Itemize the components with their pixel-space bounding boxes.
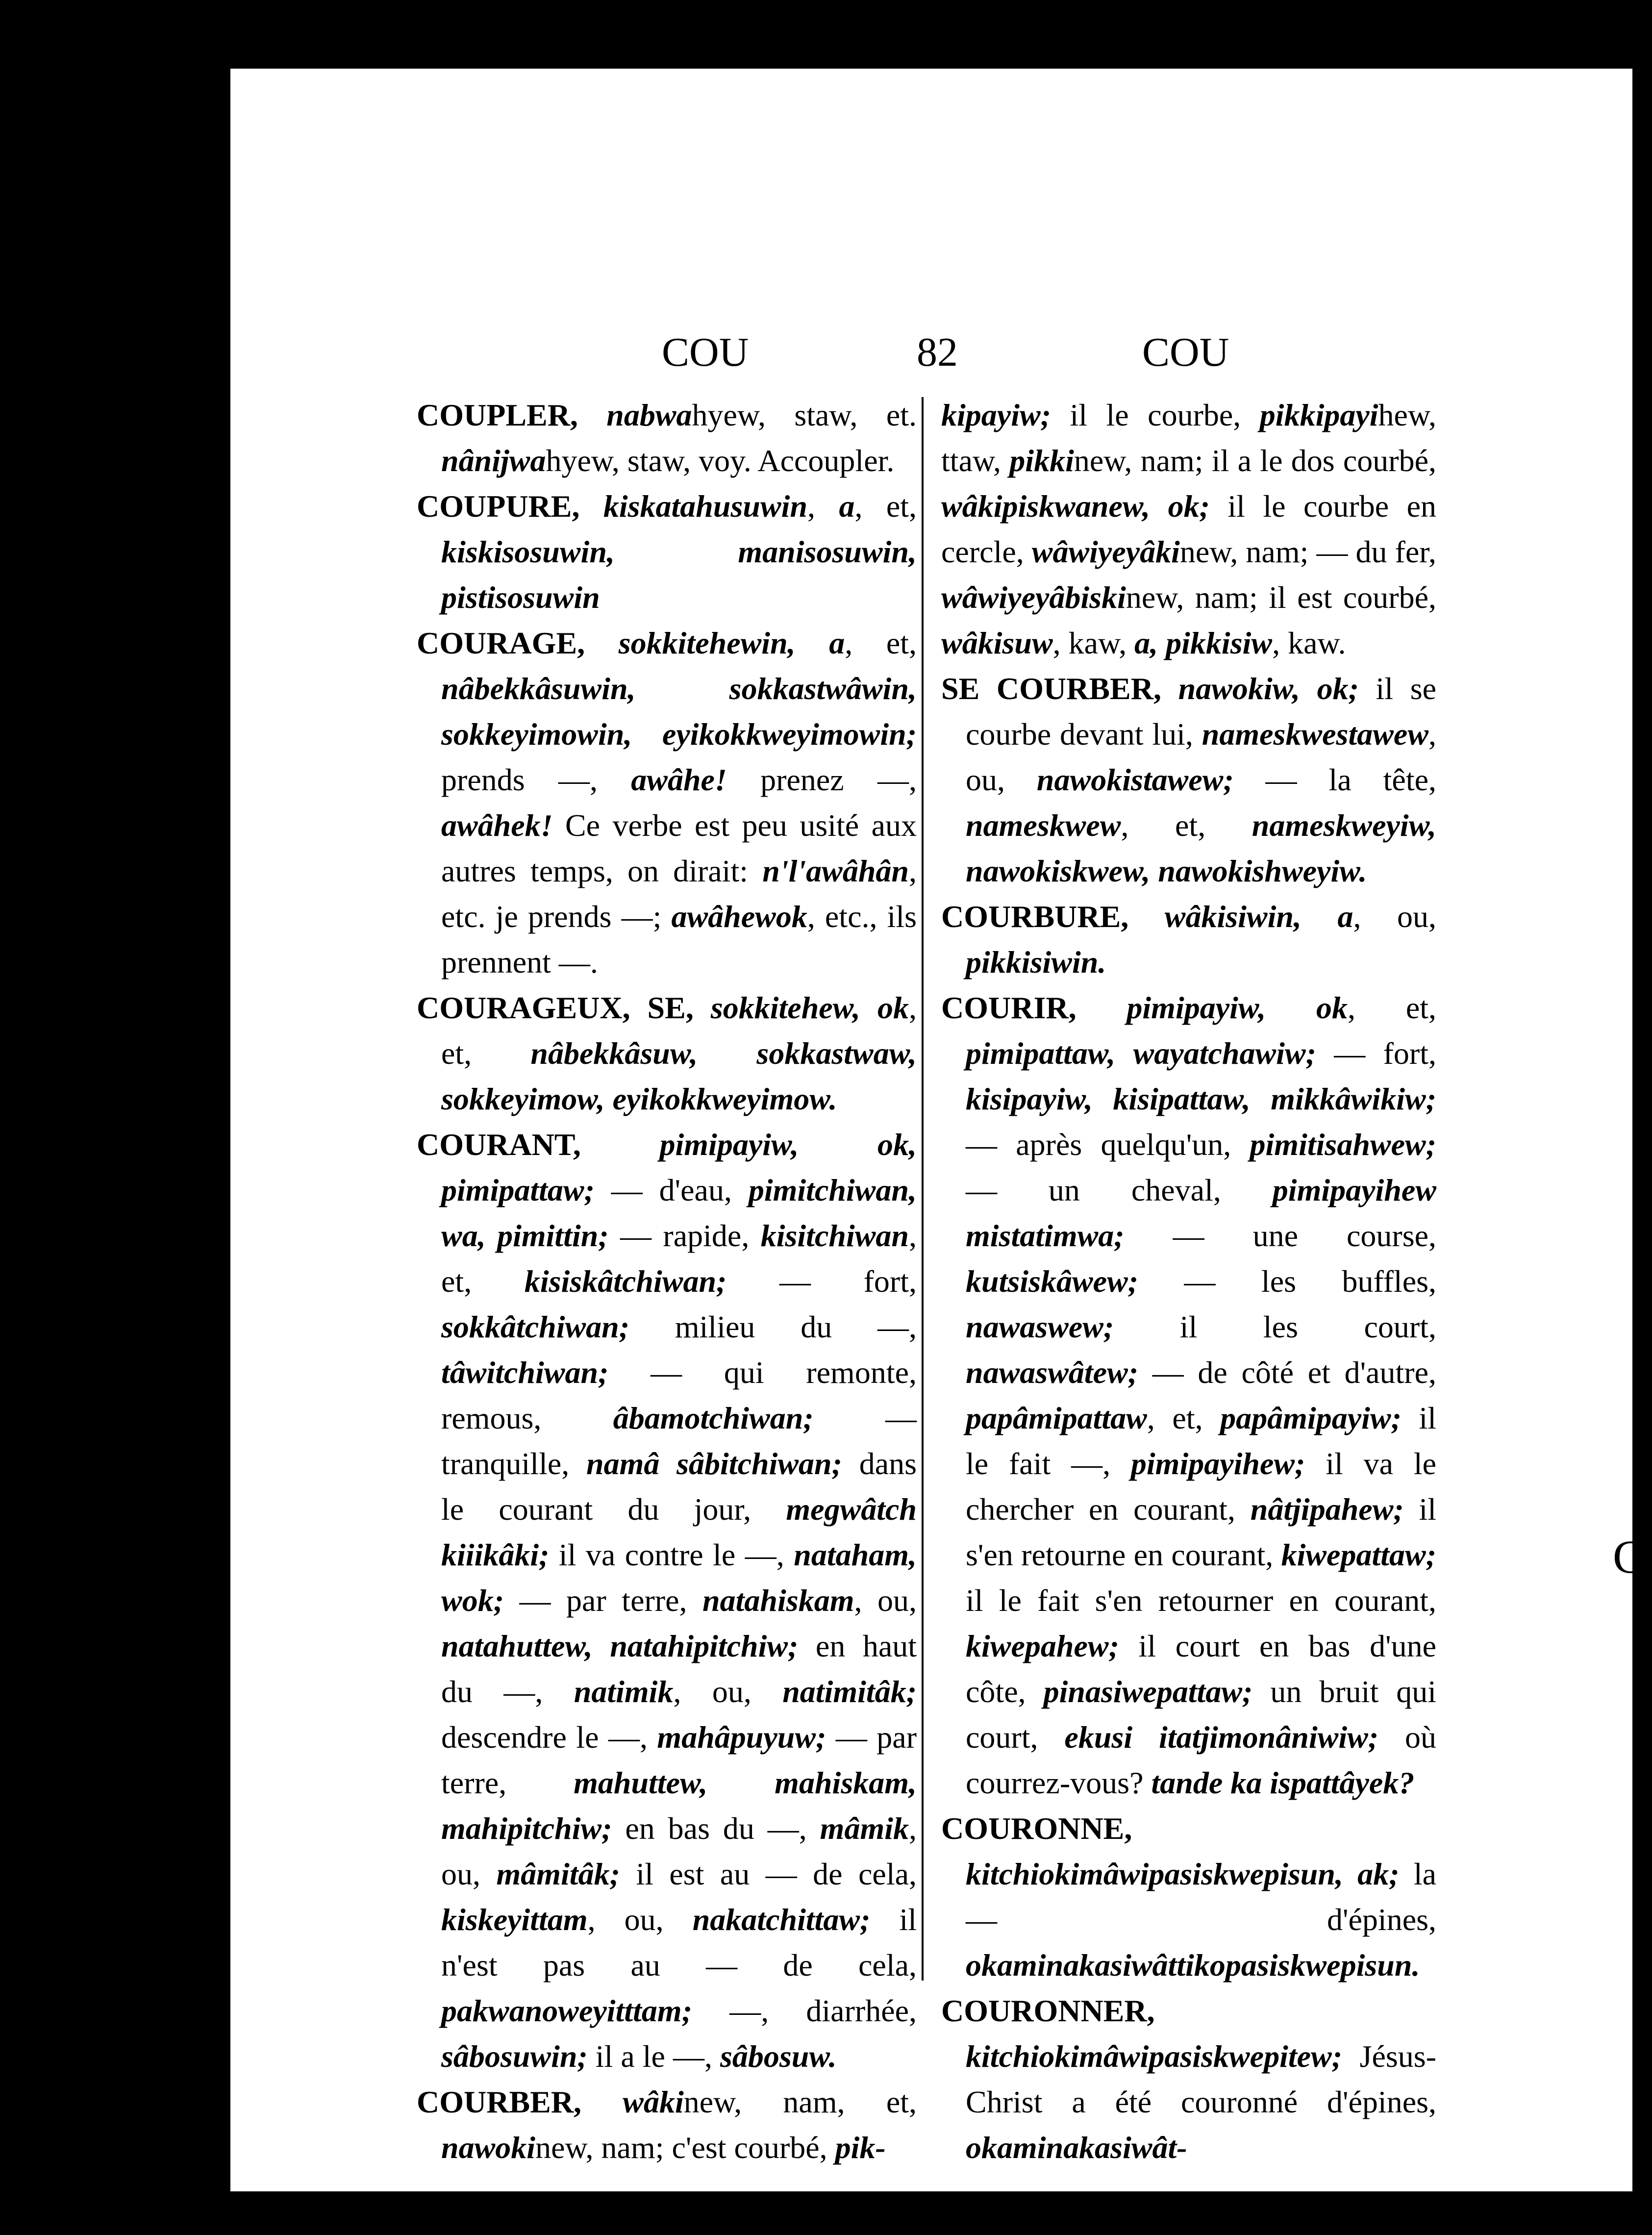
french-text: il court en bas d'une côte, — [966, 1629, 1436, 1709]
french-text: hyew, staw, et. — [692, 398, 917, 432]
cree-term: nawokiw, ok; — [1178, 671, 1359, 706]
cree-term: nakatchittaw; — [692, 1902, 871, 1937]
right-column — [941, 392, 1436, 2170]
french-text: — une course, — [1124, 1218, 1436, 1253]
french-text: , et, — [1147, 1401, 1221, 1435]
cree-term: wâkipiskwanew, ok; — [941, 489, 1210, 524]
french-text: il se courbe devant lui, — [966, 671, 1436, 752]
headword: COURBURE, — [941, 899, 1165, 934]
cree-term: wâki — [623, 2084, 684, 2119]
french-text: new, nam; il est courbé, — [1126, 580, 1436, 615]
cree-term: pimipattaw, wayatchawiw; — [966, 1036, 1316, 1071]
cree-term: kutsiskâwew; — [966, 1264, 1139, 1299]
french-text: un bruit qui court, — [966, 1674, 1437, 1755]
left-column — [417, 392, 917, 2170]
cree-term: kisipayiw, kisipattaw, mikkâwikiw; — [966, 1081, 1436, 1116]
cree-term: sokkâtchiwan; — [441, 1309, 630, 1344]
dictionary-entry — [417, 1122, 917, 2079]
cree-term: tâwitchiwan; — [441, 1355, 609, 1390]
french-text: — les buffles, — [1138, 1264, 1436, 1299]
cree-term: nawaswew; — [966, 1309, 1114, 1344]
cree-term: okaminakasiwâttikopasiskwepisun. — [966, 1948, 1420, 1983]
french-text: dans le courant du jour, — [441, 1446, 917, 1527]
cree-term: wâwiyeyâbiski — [941, 580, 1126, 615]
cree-term: nawaswâtew; — [966, 1355, 1139, 1390]
dictionary-entry — [941, 1806, 1436, 1988]
french-text: , kaw. — [1272, 626, 1346, 660]
cree-term: kipayiw; — [941, 398, 1051, 432]
french-text: — fort, — [726, 1264, 917, 1299]
french-text: , ou, — [441, 1811, 917, 1891]
cree-term: nameskwew — [966, 808, 1121, 843]
french-text: , ou, — [673, 1674, 783, 1709]
cree-term: mâmik — [820, 1811, 909, 1846]
cree-term: pik- — [835, 2130, 886, 2165]
headword: COURONNER, — [941, 1993, 1155, 2028]
cree-term: natimik — [574, 1674, 674, 1709]
french-text: , ou, — [587, 1902, 693, 1937]
left-scan-margin — [0, 0, 230, 2235]
cree-term: pikkisiwin. — [966, 945, 1106, 979]
cree-term: kiwepattaw; — [1281, 1537, 1436, 1572]
cree-term: nâtjipahew; — [1250, 1492, 1404, 1527]
dictionary-entry — [941, 392, 1436, 666]
cree-term: awâhek! — [441, 808, 553, 843]
french-text: il n'est pas au — de cela, — [441, 1902, 917, 1983]
cree-term: pikki — [1009, 443, 1074, 478]
french-text: , ou, — [854, 1583, 917, 1618]
cree-term: natahuttew, natahipitchiw; — [441, 1629, 799, 1663]
cree-term: a, pikkisiw — [1134, 626, 1273, 660]
french-text: — par terre, — [441, 1720, 917, 1800]
cree-term: namâ sâbitchiwan; — [586, 1446, 842, 1481]
header-right-guide: COU — [1142, 329, 1229, 375]
dictionary-entry — [417, 985, 917, 1122]
french-text: il s'en retourne en courant, — [966, 1492, 1436, 1572]
cree-term: megwâtch kiiikâki; — [441, 1492, 917, 1572]
french-text: — de côté et d'autre, — [1138, 1355, 1436, 1390]
french-text: en bas du —, — [612, 1811, 820, 1846]
dictionary-page — [230, 69, 1632, 2191]
cree-term: nâbekkâsuw, sokkastwaw, sokkeyimow, eyikokkweyimow. — [441, 1036, 917, 1116]
french-text: milieu du —, — [629, 1309, 917, 1344]
french-text: , et, — [845, 626, 917, 660]
edge-character: C — [1613, 1531, 1645, 1583]
french-text: , etc. je prends —; — [441, 854, 917, 934]
cree-term: nameskwestawew — [1201, 717, 1428, 752]
french-text: il le fait —, — [966, 1401, 1436, 1481]
cree-term: n'l'awâhân — [762, 854, 909, 888]
french-text: hew, ttaw, — [941, 398, 1436, 478]
french-text: prends —, — [441, 762, 631, 797]
right-scan-margin — [1632, 0, 1652, 2235]
headword: COURAGEUX, SE, — [417, 990, 711, 1025]
cree-term: pimipayiw, ok, pimipattaw; — [441, 1127, 917, 1207]
french-text: — fort, — [1316, 1036, 1436, 1071]
cree-term: kiskisosuwin, manisosuwin, pistisosuwin — [441, 534, 917, 615]
french-text: descendre le —, — [441, 1720, 657, 1755]
cree-term: pimipayihew mistatimwa; — [966, 1173, 1436, 1253]
french-text: new, nam, et, — [683, 2084, 917, 2119]
headword: COUPURE, — [417, 489, 603, 524]
cree-term: pakwanoweyitttam; — [441, 1993, 692, 2028]
french-text: , — [807, 489, 839, 524]
cree-term: kisitchiwan — [760, 1218, 909, 1253]
french-text: il a le —, — [587, 2039, 720, 2074]
running-header — [230, 314, 1632, 373]
cree-term: kiwepahew; — [966, 1629, 1119, 1663]
dictionary-entry — [417, 483, 917, 620]
french-text: , et, — [1348, 990, 1437, 1025]
french-text: il les court, — [1114, 1309, 1436, 1344]
french-text: — la tête, — [1233, 762, 1437, 797]
french-text: — tranquille, — [441, 1401, 917, 1481]
cree-term: âbamotchiwan; — [613, 1401, 814, 1435]
dictionary-entry — [941, 894, 1436, 985]
french-text: —, diarrhée, — [692, 1993, 917, 2028]
cree-term: wâwiyeyâki — [1031, 534, 1180, 569]
cree-term: okaminakasiwât- — [966, 2130, 1187, 2165]
page-number: 82 — [917, 329, 958, 375]
cree-term: kiskeyittam — [441, 1902, 588, 1937]
french-text: , et, — [854, 489, 917, 524]
french-text: prenez —, — [726, 762, 917, 797]
cree-term: papâmipattaw — [966, 1401, 1147, 1435]
french-text: Jésus-Christ a été couronné d'épines, — [966, 2039, 1436, 2119]
headword: SE COURBER, — [941, 671, 1178, 706]
dictionary-entry — [417, 620, 917, 985]
french-text: , kaw, — [1052, 626, 1135, 660]
dictionary-entry — [941, 985, 1436, 1806]
headword: COURANT, — [417, 1127, 660, 1162]
french-text: hyew, staw, voy. Accoupler. — [546, 443, 895, 478]
french-text: new, nam; c'est courbé, — [535, 2130, 835, 2165]
cree-term: pinasiwepattaw; — [1043, 1674, 1253, 1709]
cree-term: mâmitâk; — [496, 1857, 620, 1891]
dictionary-entry — [941, 1988, 1436, 2170]
cree-term: kitchiokimâwipasiskwepisun, ak; — [966, 1857, 1400, 1891]
cree-term: natahiskam — [702, 1583, 854, 1618]
french-text: — rapide, — [608, 1218, 761, 1253]
cree-term: ekusi itatjimonâniwiw; — [1064, 1720, 1379, 1755]
dictionary-entry — [417, 392, 917, 483]
french-text: il le courbe en cercle, — [941, 489, 1437, 569]
header-left-guide: COU — [662, 329, 749, 375]
cree-term: nabwa — [606, 398, 692, 432]
french-text: — qui remonte, remous, — [441, 1355, 917, 1435]
cree-term: sokkitehewin, a — [618, 626, 845, 660]
cree-term: sokkitehew, ok — [710, 990, 909, 1025]
french-text: il va contre le —, — [549, 1537, 794, 1572]
french-text: — par terre, — [504, 1583, 703, 1618]
cree-term: sâbosuwin; — [441, 2039, 588, 2074]
cree-term: kitchiokimâwipasiskwepitew; — [966, 2039, 1343, 2074]
headword: COURONNE, — [941, 1811, 1132, 1846]
cree-term: mahâpuyuw; — [657, 1720, 826, 1755]
french-text: il va le chercher en courant, — [966, 1446, 1437, 1527]
french-text: , et, — [1121, 808, 1252, 843]
cree-term: mahuttew, mahiskam, mahipitchiw; — [441, 1765, 917, 1846]
cree-term: kisiskâtchiwan; — [524, 1264, 727, 1299]
french-text: , ou, — [1353, 899, 1437, 934]
french-text: la — d'épines, — [966, 1857, 1436, 1937]
cree-term: nawoki — [441, 2130, 536, 2165]
french-text: , ou, — [966, 717, 1436, 797]
french-text: , etc., ils prennent —. — [441, 899, 917, 979]
cree-term: pimitchiwan, wa, pimittin; — [441, 1173, 917, 1253]
headword: COURBER, — [417, 2084, 623, 2119]
cree-term: awâhewok — [671, 899, 807, 934]
cree-term: nataham, wok; — [441, 1537, 917, 1618]
french-text: il est au — de cela, — [620, 1857, 917, 1891]
french-text: — d'eau, — [594, 1173, 749, 1207]
french-text: Ce verbe est peu usité aux autres temps, on dirait: — [441, 808, 917, 888]
cree-term: wâkisuw — [941, 626, 1053, 660]
french-text: il le courbe, — [1051, 398, 1260, 432]
dictionary-entry — [941, 666, 1436, 894]
french-text: en haut du —, — [441, 1629, 917, 1709]
french-text: où courrez-vous? — [966, 1720, 1437, 1800]
french-text: — après quelqu'un, — [966, 1127, 1250, 1162]
cree-term: wâkisiwin, a — [1164, 899, 1353, 934]
french-text: new, nam; il a le dos courbé, — [1074, 443, 1437, 478]
headword: COUPLER, — [417, 398, 607, 432]
cree-term: tande ka ispattâyek? — [1151, 1765, 1415, 1800]
french-text: — un cheval, — [966, 1173, 1273, 1207]
cree-term: nameskweyiw, nawokiskwew, nawokishweyiw. — [966, 808, 1436, 888]
cree-term: papâmipayiw; — [1220, 1401, 1402, 1435]
cree-term: a — [839, 489, 855, 524]
cree-term: pimitisahwew; — [1250, 1127, 1436, 1162]
cree-term: awâhe! — [631, 762, 727, 797]
cree-term: pimipayiw, ok — [1126, 990, 1348, 1025]
cree-term: pimipayihew; — [1130, 1446, 1305, 1481]
column-divider — [922, 397, 924, 1981]
cree-term: kiskatahusuwin — [603, 489, 808, 524]
french-text: il le fait s'en retourner en courant, — [966, 1583, 1436, 1618]
cree-term: natimitâk; — [782, 1674, 917, 1709]
cree-term: nâbekkâsuwin, sokkastwâwin, sokkeyimowin, eyikokkweyimowin; — [441, 671, 917, 752]
cree-term: pikkipayi — [1259, 398, 1378, 432]
cree-term: nawokistawew; — [1036, 762, 1234, 797]
dictionary-entry — [417, 2079, 917, 2170]
cree-term: nânijwa — [441, 443, 546, 478]
french-text: , et, — [441, 990, 917, 1071]
headword: COURAGE, — [417, 626, 619, 660]
french-text: new, nam; — du fer, — [1179, 534, 1437, 569]
headword: COURIR, — [941, 990, 1127, 1025]
cree-term: sâbosuw. — [720, 2039, 837, 2074]
french-text: , et, — [441, 1218, 917, 1299]
